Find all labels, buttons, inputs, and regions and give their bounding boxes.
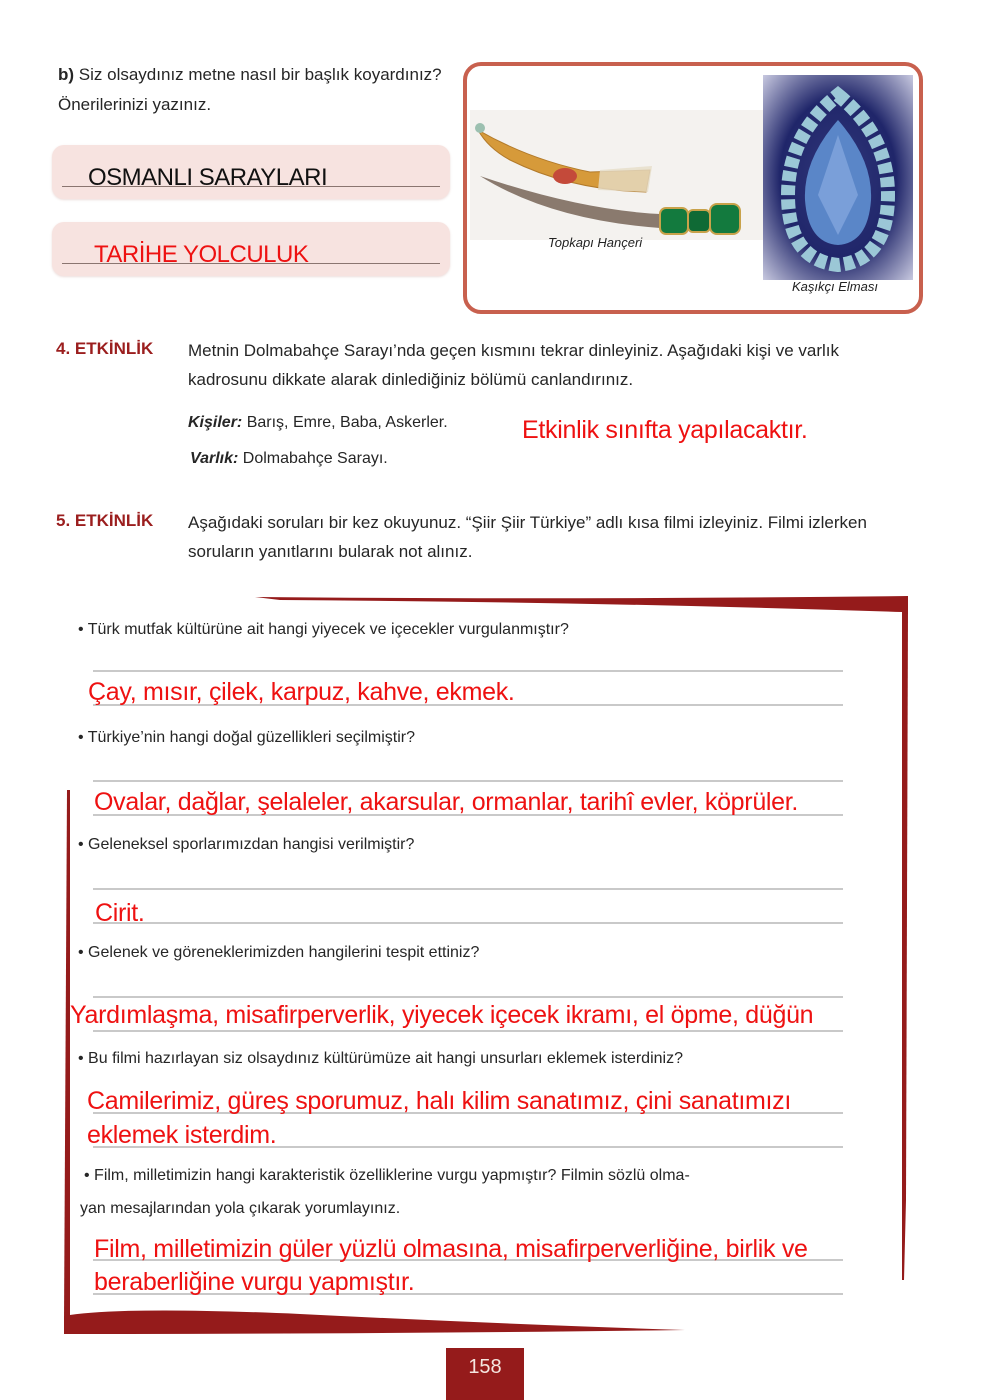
people-value: Barış, Emre, Baba, Askerler. xyxy=(246,414,448,431)
title-answer-1: OSMANLI SARAYLARI xyxy=(88,164,328,191)
diamond-caption: Kaşıkçı Elması xyxy=(792,279,878,294)
page-number: 158 xyxy=(446,1348,524,1400)
activity-4-label: 4. ETKİNLİK xyxy=(56,339,154,358)
answer-line xyxy=(93,922,843,924)
frame-top-edge xyxy=(255,596,908,612)
entity-value: Dolmabahçe Sarayı. xyxy=(242,450,388,467)
answer-5-line-1: Camilerimiz, güreş sporumuz, halı kilim sanatımız, çini sanatımızı xyxy=(87,1087,792,1115)
dagger-caption: Topkapı Hançeri xyxy=(548,235,643,250)
question-4: • Gelenek ve göreneklerimizden hangilerini tespit ettiniz? xyxy=(78,944,480,961)
answer-line xyxy=(93,996,843,998)
frame-right-edge xyxy=(902,610,908,1280)
people-label: Kişiler: xyxy=(188,414,243,431)
answer-line xyxy=(93,888,843,890)
activity-4-text: Metnin Dolmabahçe Sarayı’nda geçen kısmını tekrar dinleyiniz. Aşağıdaki kişi ve varlık kadrosunu dikkate alarak dinlediğiniz bölümü canlandırınız. xyxy=(188,341,840,389)
frame-bottom-edge xyxy=(64,1310,685,1334)
answer-line xyxy=(93,780,843,782)
question-1: • Türk mutfak kültürüne ait hangi yiyecek ve içecekler vurgulanmıştır? xyxy=(78,621,569,638)
activity-4-answer: Etkinlik sınıfta yapılacaktır. xyxy=(522,416,808,444)
question-3: • Geleneksel sporlarımızdan hangisi verilmiştir? xyxy=(78,836,415,853)
question-5: • Bu filmi hazırlayan siz olsaydınız kültürümüze ait hangi unsurları eklemek isterdiniz? xyxy=(78,1050,683,1067)
question-6-line-2: yan mesajlarından yola çıkarak yorumlayınız. xyxy=(80,1200,401,1217)
answer-line xyxy=(93,670,843,672)
activity-5-text: Aşağıdaki soruları bir kez okuyunuz. “Şiir Şiir Türkiye” adlı kısa filmi izleyiniz. Filmi izlerken soruların yanıtlarını bularak not alınız. xyxy=(188,513,867,561)
answer-3: Cirit. xyxy=(95,899,145,927)
answer-2: Ovalar, dağlar, şelaleler, akarsular, ormanlar, tarihî evler, köprüler. xyxy=(94,788,799,816)
entity-label: Varlık: xyxy=(190,450,239,467)
section-b-label: b) xyxy=(58,65,75,84)
title-answer-2: TARİHE YOLCULUK xyxy=(94,241,309,268)
answer-4: Yardımlaşma, misafirperverlik, yiyecek içecek ikramı, el öpme, düğün xyxy=(70,1001,814,1029)
question-6-line-1: • Film, milletimizin hangi karakteristik özelliklerine vurgu yapmıştır? Filmin sözlü olma- xyxy=(84,1167,690,1184)
answer-6-line-2: beraberliğine vurgu yapmıştır. xyxy=(94,1268,415,1296)
answer-1: Çay, mısır, çilek, karpuz, kahve, ekmek. xyxy=(88,678,515,706)
activity-5-label: 5. ETKİNLİK xyxy=(56,511,154,530)
question-2: • Türkiye’nin hangi doğal güzellikleri seçilmiştir? xyxy=(78,729,416,746)
answer-6-line-1: Film, milletimizin güler yüzlü olmasına, misafirperverliğine, birlik ve xyxy=(94,1235,808,1263)
frame-left-edge xyxy=(64,790,70,1320)
answer-line xyxy=(93,1030,843,1032)
section-b-text: Siz olsaydınız metne nasıl bir başlık koyardınız? Önerilerinizi yazınız. xyxy=(58,65,442,114)
answer-5-line-2: eklemek isterdim. xyxy=(87,1121,277,1149)
